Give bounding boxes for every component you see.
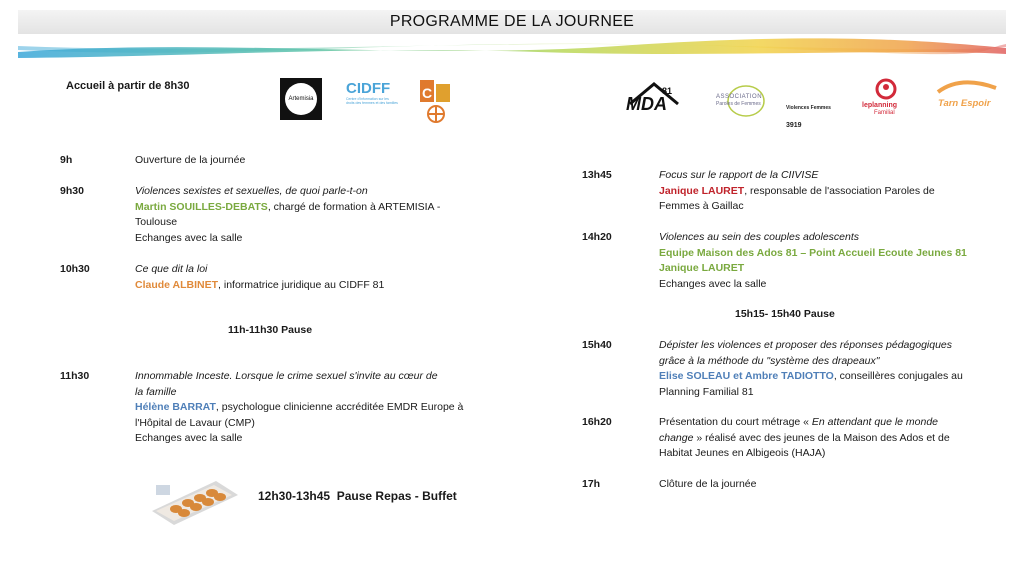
time-slot: 16h20	[582, 416, 612, 428]
talk-title: la famille	[135, 385, 177, 398]
speaker-name: Equipe Maison des Ados 81 – Point Accueil Ecoute Jeunes 81	[659, 246, 967, 259]
talk-line: Echanges avec la salle	[659, 277, 767, 290]
lunch-break	[258, 489, 457, 503]
time-slot: 13h45	[582, 169, 612, 181]
talk-line: Toulouse	[135, 216, 178, 228]
mda-logo: MDA 81	[624, 78, 680, 128]
talk-title: Violences sexistes et sexuelles, de quoi parle-t-on	[135, 185, 368, 197]
talk-title: Dépister les violences et proposer des réponses pédagogiques	[659, 339, 953, 351]
speaker-line: Elise SOLEAU et Ambre TADIOTTO, conseillères conjugales au	[659, 370, 963, 382]
talk-line: Femmes à Gaillac	[659, 200, 744, 212]
right-schedule	[582, 0, 1012, 576]
time-slot: 9h30	[60, 185, 84, 197]
talk-title: grâce à la méthode du "système des drapeaux"	[659, 354, 880, 367]
talk-line: change » réalisé avec des jeunes de la Maison des Ados et de	[659, 431, 950, 444]
speaker-line: Janique LAURET, responsable de l'association Paroles de	[659, 184, 935, 197]
time-slot: 11h30	[60, 370, 90, 382]
talk-title: Violences au sein des couples adolescents	[659, 231, 860, 243]
talk-title: Innommable Inceste. Lorsque le crime sexuel s'invite au cœur de	[135, 370, 438, 382]
talk-title: Ce que dit la loi	[135, 263, 208, 275]
buffet-photo	[146, 473, 242, 529]
speaker-name: Janique LAURET	[659, 262, 745, 274]
talk-line: Echanges avec la salle	[135, 231, 243, 244]
pause-label: 15h15- 15h40 Pause	[735, 308, 835, 320]
svg-text:C: C	[422, 85, 433, 101]
talk-line: Ouverture de la journée	[135, 154, 246, 166]
time-slot: 15h40	[582, 339, 612, 351]
talk-title: Focus sur le rapport de la CIIVISE	[659, 169, 819, 181]
artemisia-logo: Artemisia	[280, 78, 322, 120]
time-slot: 14h20	[582, 231, 612, 243]
time-slot: 10h30	[60, 263, 90, 275]
cidff-logo: CIDFF Centre d'Information sur les droits des femmes et des familles	[346, 80, 398, 105]
speaker-line: Martin SOUILLES-DEBATS, chargé de formation à ARTEMISIA -	[135, 200, 441, 213]
time-slot: 17h	[582, 478, 601, 490]
talk-line: l'Hôpital de Lavaur (CMP)	[135, 416, 255, 429]
tarn-espoir-logo: Tarn Espoir	[934, 78, 1000, 118]
welcome-time: Accueil à partir de 8h30	[66, 80, 190, 92]
speaker-name: Martin SOUILLES-DEBATS	[135, 200, 268, 213]
speaker-name: Elise SOLEAU et Ambre TADIOTTO	[659, 370, 834, 382]
speaker-line: Claude ALBINET, informatrice juridique au CIDFF 81	[135, 278, 385, 291]
talk-line: Présentation du court métrage « En attendant que le monde	[659, 416, 939, 428]
speaker-line: Hélène BARRAT, psychologue clinicienne accréditée EMDR Europe à	[135, 401, 464, 413]
lunch-label: Pause Repas - Buffet	[336, 489, 457, 503]
pause-label: 11h-11h30 Pause	[228, 324, 313, 336]
planning-familial-logo: leplanning Familial	[862, 78, 910, 120]
violences-femmes-3919-logo: Violences Femmes 3919	[786, 105, 831, 129]
speaker-name: Claude ALBINET	[135, 278, 219, 291]
talk-line: Echanges avec la salle	[135, 432, 243, 444]
page-title: PROGRAMME DE LA JOURNEE	[389, 13, 635, 30]
talk-line: Habitat Jeunes en Albigeois (HAJA)	[659, 447, 826, 459]
talk-line: Planning Familial 81	[659, 385, 754, 398]
time-slot: 9h	[60, 154, 73, 166]
speaker-name: Janique LAURET	[659, 184, 745, 197]
lunch-time: 12h30-13h45	[258, 489, 331, 503]
paroles-de-femmes-logo: ASSOCIATION Paroles de Femmes	[716, 84, 778, 118]
talk-line: Clôture de la journée	[659, 478, 757, 490]
speaker-name: Hélène BARRAT	[135, 401, 216, 413]
